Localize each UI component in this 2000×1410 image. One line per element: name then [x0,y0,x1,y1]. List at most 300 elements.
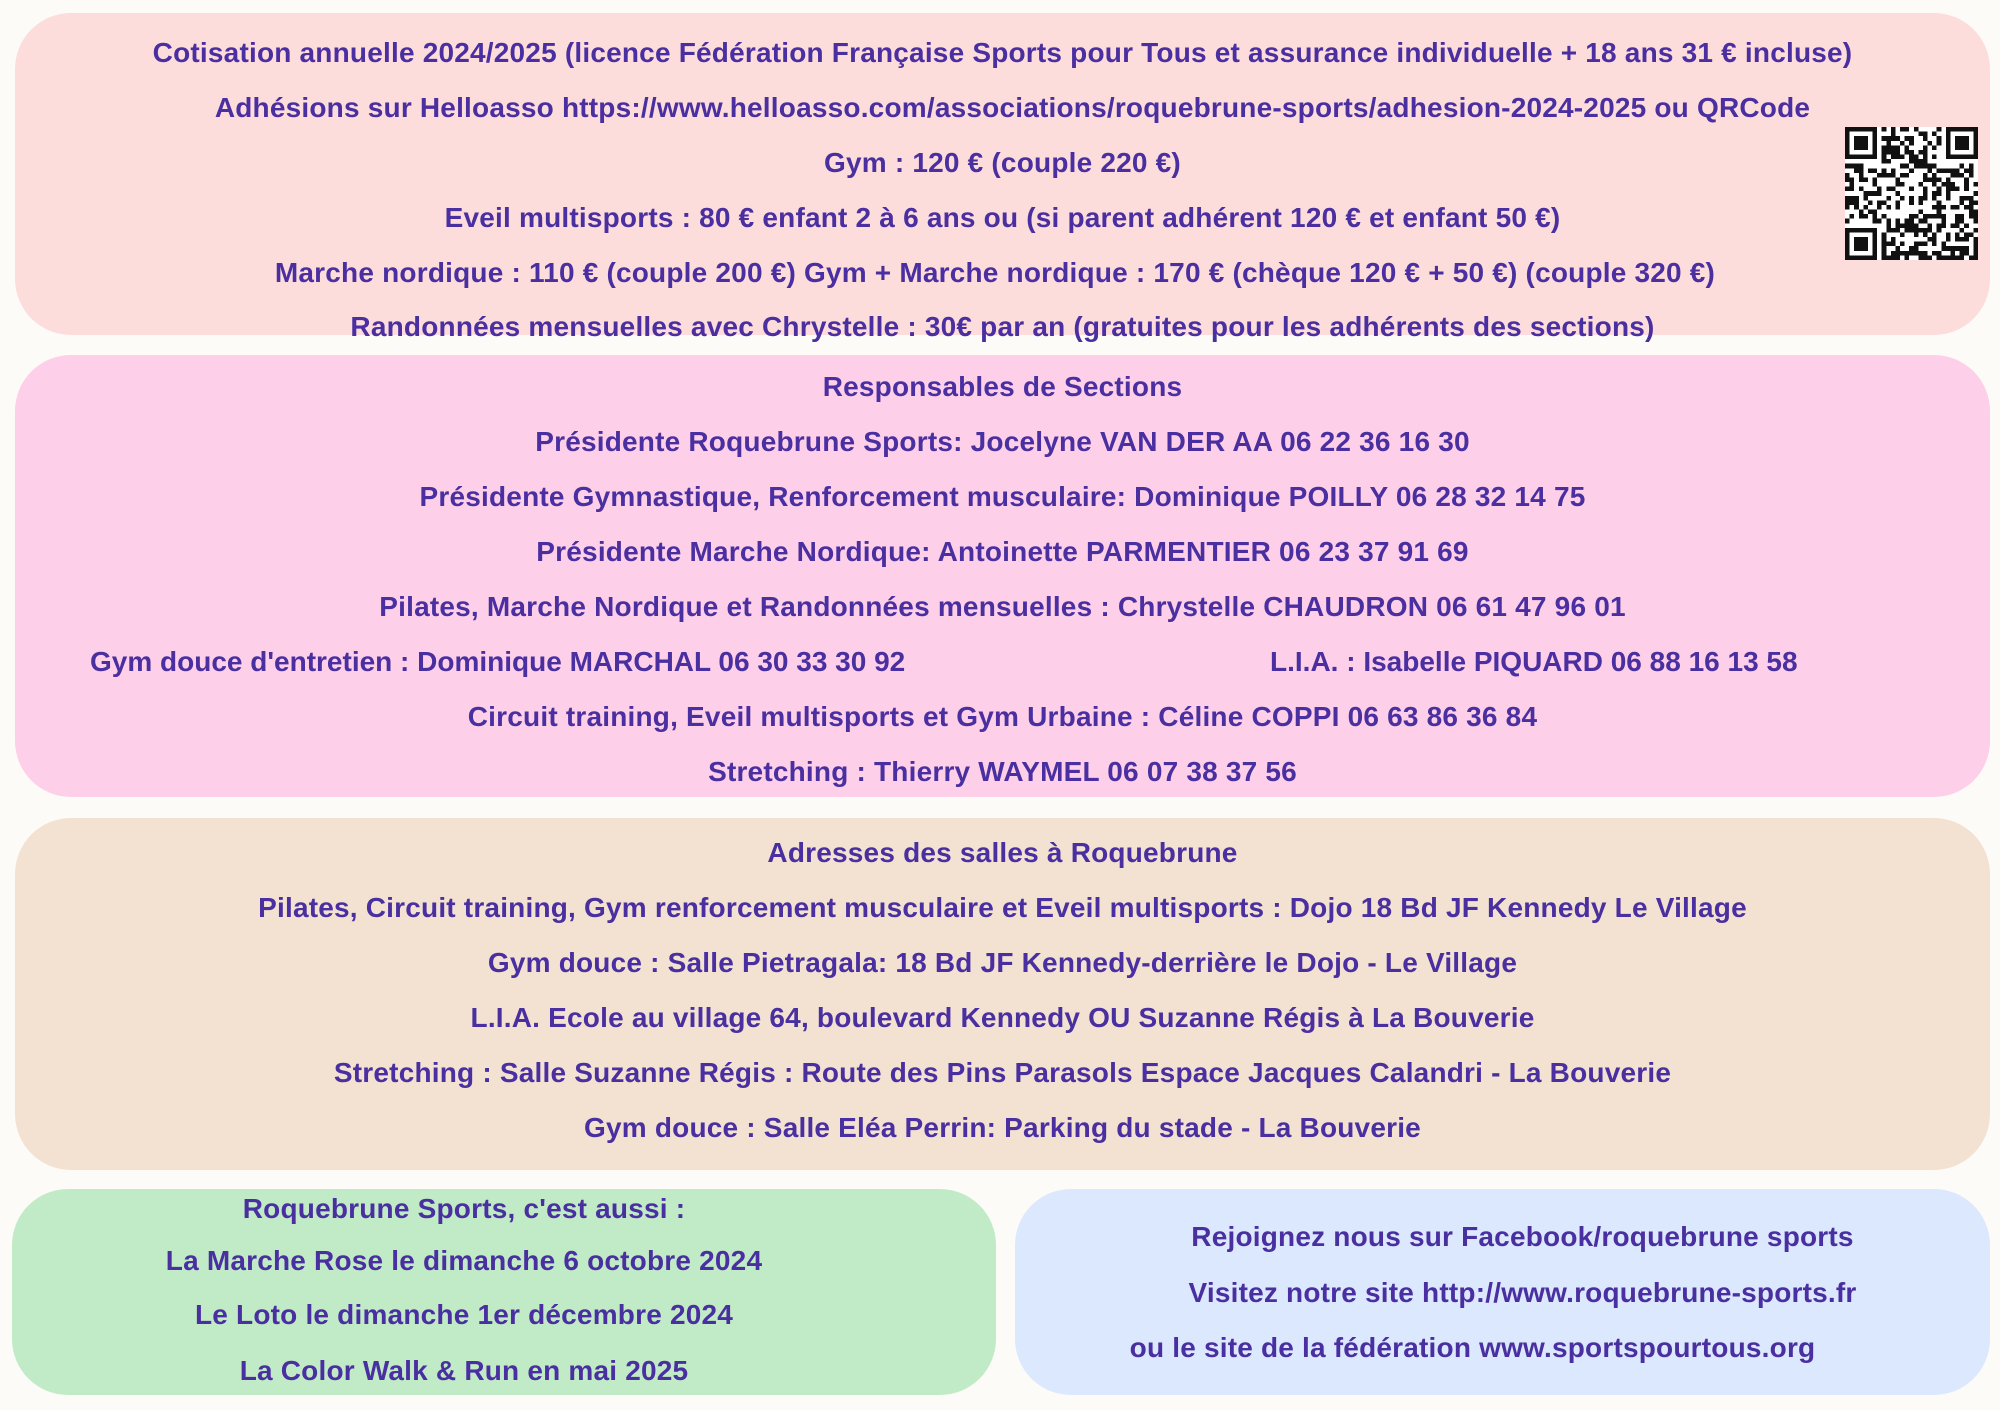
qr-module [1859,177,1864,182]
qr-module [1950,173,1955,178]
qr-module [1854,228,1859,233]
qr-module [1950,182,1955,187]
qr-module [1854,127,1859,132]
qr-module [1937,136,1942,141]
qr-module [1923,219,1928,224]
qr-module [1895,228,1900,233]
qr-module [1914,214,1919,219]
qr-module [1946,168,1951,173]
qr-module [1955,237,1960,242]
qr-module [1886,242,1891,247]
qr-module [1873,219,1878,224]
qr-module [1928,228,1933,233]
qr-module [1882,237,1887,242]
qr-module [1950,155,1955,160]
qr-module [1877,205,1882,210]
qr-module [1909,219,1914,224]
qr-module [1873,214,1878,219]
qr-module [1900,127,1905,132]
qr-module [1882,242,1887,247]
qr-module [1932,132,1937,137]
qr-module [1900,242,1905,247]
qr-module [1895,251,1900,256]
qr-module [1873,155,1878,160]
website-link[interactable]: Visitez notre site http://www.roquebrune-sports.fr [1188,1277,1857,1308]
qr-module [1923,145,1928,150]
responsable-line: Circuit training, Eveil multisports et Gym Urbaine : Céline COPPI 06 63 86 36 84 [467,701,1538,732]
qr-module [1895,150,1900,155]
qr-module [1923,132,1928,137]
qr-module [1850,214,1855,219]
qr-module [1845,187,1850,192]
qr-module [1928,141,1933,146]
qr-module [1886,145,1891,150]
qr-module [1895,145,1900,150]
qr-module [1914,127,1919,132]
qr-module [1923,150,1928,155]
qr-module [1886,141,1891,146]
qr-module [1937,251,1942,256]
qr-module [1964,196,1969,201]
qr-module [1937,127,1942,132]
qr-module [1882,159,1887,164]
qr-module [1955,136,1960,141]
qr-module [1845,251,1850,256]
qr-module [1932,191,1937,196]
qr-module [1873,228,1878,233]
qr-module [1914,228,1919,233]
qr-module [1886,187,1891,192]
qr-module [1918,219,1923,224]
qr-module [1964,232,1969,237]
qr-module [1937,191,1942,196]
qr-module [1932,196,1937,201]
qr-module [1859,164,1864,169]
qr-module [1900,141,1905,146]
qr-module [1873,210,1878,215]
qr-module [1918,251,1923,256]
qr-module [1909,228,1914,233]
qr-module [1859,242,1864,247]
qr-module [1946,191,1951,196]
qr-module [1845,132,1850,137]
qr-module [1932,205,1937,210]
qr-module [1937,205,1942,210]
qr-module [1973,228,1978,233]
qr-module [1955,214,1960,219]
qr-module [1850,164,1855,169]
qr-module [1955,173,1960,178]
qr-module [1845,127,1850,132]
qr-module [1946,136,1951,141]
qr-module [1909,141,1914,146]
qr-module [1960,136,1965,141]
qr-module [1964,251,1969,256]
qr-module [1877,173,1882,178]
cotisation-line: Gym : 120 € (couple 220 €) [824,147,1181,178]
qr-module [1854,164,1859,169]
qr-module [1895,205,1900,210]
qr-module [1873,127,1878,132]
qr-module [1868,168,1873,173]
qr-module [1955,155,1960,160]
helloasso-link[interactable]: Adhésions sur Helloasso https://www.helloasso.com/associations/roquebrune-sports/adhesion-2024-2025 ou QRCode [214,92,1811,123]
qr-module [1937,177,1942,182]
qr-module [1973,255,1978,260]
qr-module [1969,214,1974,219]
qr-module [1969,205,1974,210]
qr-module [1905,150,1910,155]
qr-module [1918,200,1923,205]
qr-module [1914,242,1919,247]
qr-module [1886,219,1891,224]
qr-module [1900,182,1905,187]
qr-module [1973,191,1978,196]
qr-module [1873,251,1878,256]
qr-module [1845,200,1850,205]
qr-module [1928,177,1933,182]
qr-module [1909,200,1914,205]
qr-module [1891,127,1896,132]
qr-module [1845,141,1850,146]
qr-module [1859,155,1864,160]
qr-module [1960,237,1965,242]
qr-module [1859,141,1864,146]
qr-module [1850,187,1855,192]
qr-module [1960,228,1965,233]
qr-module [1950,255,1955,260]
cotisation-line: Cotisation annuelle 2024/2025 (licence Fédération Française Sports pour Tous et assurance individuelle + 18 ans 31 € incluse) [152,37,1853,68]
address-line: Gym douce : Salle Pietragala: 18 Bd JF Kennedy-derrière le Dojo - Le Village [487,947,1518,978]
qr-module [1941,246,1946,251]
qr-module [1845,232,1850,237]
qr-module [1960,164,1965,169]
qr-module [1886,223,1891,228]
qr-module [1909,214,1914,219]
qr-module [1941,255,1946,260]
qr-module [1955,223,1960,228]
qr-module [1900,251,1905,256]
qr-module [1850,228,1855,233]
qr-module [1964,155,1969,160]
qr-module [1973,214,1978,219]
qr-module [1859,136,1864,141]
qr-module [1859,214,1864,219]
qr-module [1891,132,1896,137]
qr-module [1960,145,1965,150]
qr-module [1873,177,1878,182]
qr-module [1882,255,1887,260]
qr-module [1854,205,1859,210]
qr-module [1946,182,1951,187]
section-title: Adresses des salles à Roquebrune [767,837,1238,868]
qr-module [1850,182,1855,187]
qr-module [1882,145,1887,150]
qr-module [1868,191,1873,196]
qr-module [1854,168,1859,173]
qr-module [1960,127,1965,132]
qr-module [1950,223,1955,228]
qr-module [1905,173,1910,178]
qr-module [1960,173,1965,178]
qr-module [1859,246,1864,251]
qr-module [1973,237,1978,242]
qr-module [1845,164,1850,169]
qr-module [1905,164,1910,169]
qr-module [1918,159,1923,164]
qr-module [1909,150,1914,155]
qr-module [1868,200,1873,205]
qr-module [1891,251,1896,256]
qr-module [1946,145,1951,150]
qr-module [1964,136,1969,141]
qr-module [1964,223,1969,228]
qr-module [1946,255,1951,260]
qr-module [1937,210,1942,215]
qr-module [1932,214,1937,219]
qr-module [1873,237,1878,242]
qr-module [1845,242,1850,247]
qr-module [1854,155,1859,160]
qr-module [1845,136,1850,141]
qr-module [1914,232,1919,237]
qr-module [1973,210,1978,215]
qr-module [1932,232,1937,237]
qr-module [1946,187,1951,192]
qr-module [1969,173,1974,178]
qr-module [1850,177,1855,182]
qr-module [1859,237,1864,242]
qr-module [1882,168,1887,173]
qr-module [1877,187,1882,192]
qr-module [1960,219,1965,224]
qr-module [1909,155,1914,160]
qr-module [1882,200,1887,205]
qr-module [1877,219,1882,224]
qr-module [1882,136,1887,141]
qr-module [1891,136,1896,141]
qr-module [1868,127,1873,132]
qr-module [1932,155,1937,160]
qr-module [1946,237,1951,242]
qr-module [1969,210,1974,215]
qr-module [1941,205,1946,210]
qr-module [1946,127,1951,132]
federation-link[interactable]: ou le site de la fédération www.sportspourtous.org [1129,1332,1816,1363]
qr-module [1941,242,1946,247]
qr-module [1914,246,1919,251]
qr-module [1964,205,1969,210]
qr-module [1973,141,1978,146]
qr-module [1895,177,1900,182]
qr-module [1886,173,1891,178]
qr-module [1914,155,1919,160]
qr-module [1973,155,1978,160]
qr-module [1850,127,1855,132]
qr-module [1873,246,1878,251]
qr-module [1946,196,1951,201]
qr-module [1918,210,1923,215]
qr-module [1964,168,1969,173]
qr-module [1863,228,1868,233]
qr-module [1891,255,1896,260]
qr-module [1964,182,1969,187]
qr-module [1873,191,1878,196]
qr-module [1859,173,1864,178]
qr-module [1909,136,1914,141]
qr-module [1960,141,1965,146]
qr-module [1973,127,1978,132]
qr-module [1909,168,1914,173]
qr-module [1973,182,1978,187]
qr-module [1964,141,1969,146]
qr-module [1873,150,1878,155]
qr-module [1859,145,1864,150]
qr-module [1973,136,1978,141]
qr-module [1923,177,1928,182]
qr-module [1854,196,1859,201]
qr-module [1955,232,1960,237]
qr-module [1946,246,1951,251]
qr-module [1914,223,1919,228]
qr-module [1859,228,1864,233]
qr-module [1850,200,1855,205]
qr-module [1960,200,1965,205]
qr-module [1969,232,1974,237]
qr-module [1937,228,1942,233]
qr-module [1960,196,1965,201]
address-line: L.I.A. Ecole au village 64, boulevard Kennedy OU Suzanne Régis à La Bouverie [470,1002,1535,1033]
qr-module [1946,177,1951,182]
qr-module [1918,255,1923,260]
qr-module [1937,168,1942,173]
qr-module [1964,127,1969,132]
qr-module [1882,127,1887,132]
qr-module [1845,196,1850,201]
qr-module [1863,141,1868,146]
qr-module [1873,232,1878,237]
qr-module [1882,155,1887,160]
qr-module [1950,205,1955,210]
qr-module [1964,237,1969,242]
qr-module [1854,255,1859,260]
facebook-link[interactable]: Rejoignez nous sur Facebook/roquebrune sports [1191,1221,1854,1252]
qr-module [1905,223,1910,228]
qr-module [1909,196,1914,201]
qr-module [1854,200,1859,205]
qr-module [1845,155,1850,160]
qr-module [1937,187,1942,192]
qr-module [1969,200,1974,205]
qr-module [1973,242,1978,247]
qr-module [1863,155,1868,160]
qr-module [1882,214,1887,219]
qr-module [1863,237,1868,242]
qr-module [1914,251,1919,256]
qr-module [1964,177,1969,182]
qr-module [1923,187,1928,192]
qr-module [1882,173,1887,178]
responsables-panel [15,355,1990,797]
qr-module [1891,155,1896,160]
qr-module [1845,145,1850,150]
qr-module [1923,191,1928,196]
qr-module [1854,136,1859,141]
qr-module [1932,182,1937,187]
responsable-line: Présidente Roquebrune Sports: Jocelyne VAN DER AA 06 22 36 16 30 [535,426,1470,457]
qr-module [1955,187,1960,192]
qr-module [1932,145,1937,150]
qr-module [1973,132,1978,137]
qr-module [1868,255,1873,260]
qr-module [1973,200,1978,205]
qr-code-icon[interactable] [1845,127,1978,260]
qr-module [1868,210,1873,215]
qr-module [1923,255,1928,260]
qr-module [1937,200,1942,205]
qr-module [1932,164,1937,169]
qr-module [1969,164,1974,169]
event-line: La Color Walk & Run en mai 2025 [239,1355,689,1386]
qr-module [1928,223,1933,228]
qr-module [1918,196,1923,201]
qr-module [1905,219,1910,224]
qr-module [1900,155,1905,160]
qr-module [1882,251,1887,256]
qr-module [1863,246,1868,251]
qr-module [1886,196,1891,201]
qr-module [1969,168,1974,173]
qr-module [1845,177,1850,182]
qr-module [1932,251,1937,256]
qr-module [1946,155,1951,160]
qr-module [1918,164,1923,169]
qr-module [1964,246,1969,251]
qr-module [1891,187,1896,192]
qr-module [1955,145,1960,150]
qr-module [1854,145,1859,150]
qr-module [1873,255,1878,260]
qr-module [1859,255,1864,260]
qr-module [1946,150,1951,155]
qr-module [1918,132,1923,137]
qr-module [1969,127,1974,132]
qr-module [1886,136,1891,141]
qr-module [1873,136,1878,141]
address-line: Stretching : Salle Suzanne Régis : Route des Pins Parasols Espace Jacques Calandri - La Bouverie [333,1057,1672,1088]
event-line: La Marche Rose le dimanche 6 octobre 2024 [165,1245,763,1276]
qr-module [1914,164,1919,169]
qr-module [1873,145,1878,150]
qr-module [1845,246,1850,251]
qr-module [1863,242,1868,247]
qr-module [1900,223,1905,228]
qr-module [1941,182,1946,187]
qr-module [1873,132,1878,137]
qr-module [1854,237,1859,242]
qr-module [1955,219,1960,224]
qr-module [1859,168,1864,173]
qr-module [1845,150,1850,155]
qr-module [1905,136,1910,141]
qr-module [1946,232,1951,237]
qr-module [1928,164,1933,169]
qr-module [1886,150,1891,155]
qr-module [1877,200,1882,205]
events-title: Roquebrune Sports, c'est aussi : [242,1193,686,1224]
qr-module [1955,141,1960,146]
qr-module [1941,168,1946,173]
